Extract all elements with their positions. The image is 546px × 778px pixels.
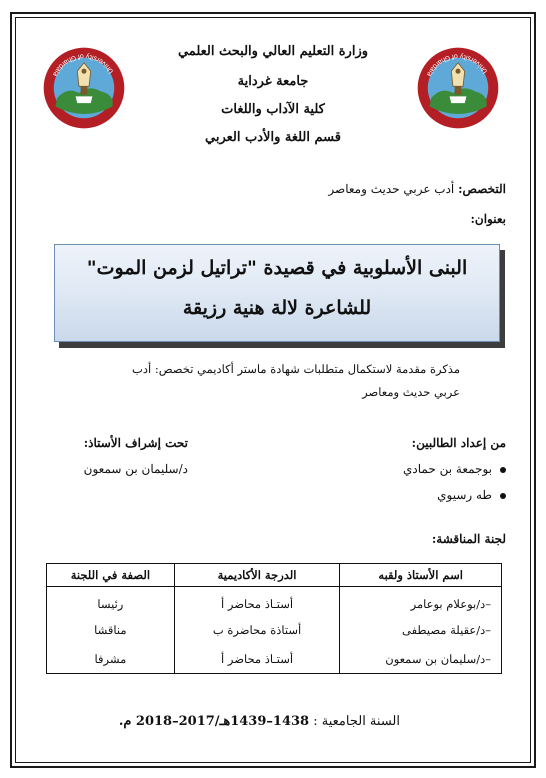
student-item-1 (403, 462, 506, 476)
title-label: بعنوان: (470, 212, 506, 226)
specialty-value: أدب عربي حديث ومعاصر (328, 182, 455, 196)
thesis-title-line-2: للشاعرة لالة هنية رزيقة (182, 297, 372, 319)
jury-member-role: مناقشا (47, 616, 175, 645)
jury-member-role: مشرفا (47, 645, 175, 674)
jury-header-rank: الدرجة الأكاديمية (174, 564, 340, 587)
logo-ring-text-right: University of Ghardaia (425, 52, 490, 78)
jury-row (47, 616, 502, 645)
jury-header-role: الصفة في اللجنة (47, 564, 175, 587)
supervisor-label: تحت إشراف الأستاذ: (83, 436, 188, 450)
department-name: قسم اللغة والأدب العربي (205, 130, 341, 145)
specialty-line (328, 182, 506, 196)
jury-member-rank: أستـاذ محاضر أ (174, 587, 340, 616)
academic-year-line (119, 714, 400, 729)
students-label: من إعداد الطالبين: (411, 436, 506, 450)
jury-member-name: –د/سليمان بن سمعون (340, 645, 502, 674)
student-name-1: بوجمعة بن حمادي (403, 462, 492, 476)
bullet-icon (500, 467, 506, 473)
jury-header-name: اسم الأستاذ ولقبه (340, 564, 502, 587)
logo-ring-text-left: University of Ghardaia (51, 52, 116, 78)
jury-table-header (47, 564, 502, 587)
thesis-title-box (54, 244, 500, 342)
jury-table (46, 563, 502, 674)
committee-label: لجنة المناقشة: (431, 532, 506, 546)
supervisor-name: د/سليمان بن سمعون (83, 462, 188, 476)
memo-line-1: مذكرة مقدمة لاستكمال متطلبات شهادة ماستر أكاديمي تخصص: أدب (132, 362, 460, 376)
jury-member-name: –د/عقيلة مصيطفى (340, 616, 502, 645)
jury-member-rank: أستاذة محاضرة ب (174, 616, 340, 645)
jury-member-name: –د/بوعلام بوعامر (340, 587, 502, 616)
bullet-icon (500, 493, 506, 499)
jury-member-rank: أستـاذ محاضر أ (174, 645, 340, 674)
faculty-name: كلية الآداب واللغات (221, 102, 325, 117)
ministry-name: وزارة التعليم العالي والبحث العلمي (177, 44, 369, 59)
jury-row (47, 587, 502, 616)
thesis-title-line-1: البنى الأسلوبية في قصيدة "تراتيل لزمن الموت" (86, 257, 468, 279)
university-logo-left (42, 46, 126, 130)
student-item-2 (437, 488, 506, 502)
specialty-label: التخصص: (458, 182, 506, 196)
jury-row (47, 645, 502, 674)
jury-member-role: رئيسا (47, 587, 175, 616)
university-logo-right (416, 46, 500, 130)
academic-year-label: السنة الجامعية : (313, 714, 400, 729)
university-name: جامعة غرداية (237, 74, 309, 89)
academic-year-value: 1438–1439هـ/2017–2018 م. (118, 714, 310, 729)
student-name-2: طه رسيوي (437, 488, 492, 502)
memo-line-2: عربي حديث ومعاصر (362, 385, 460, 399)
